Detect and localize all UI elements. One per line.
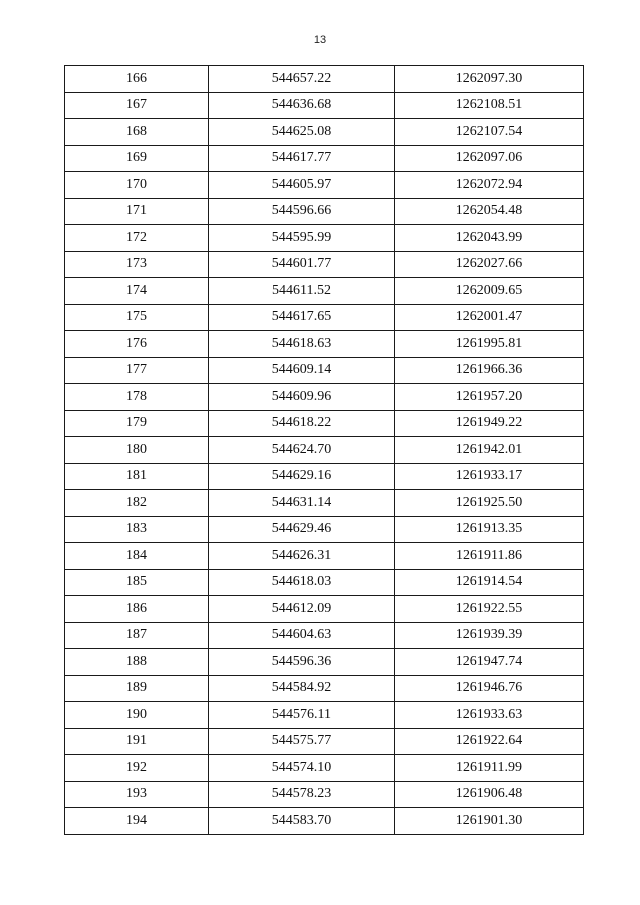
x-coordinate-cell: 544626.31: [209, 543, 395, 570]
point-number-cell: 180: [65, 437, 209, 464]
table-row: [65, 384, 584, 411]
x-coordinate-cell: 544584.92: [209, 675, 395, 702]
point-number-cell: 194: [65, 808, 209, 835]
page-number: 13: [313, 34, 327, 46]
x-coordinate-cell: 544612.09: [209, 596, 395, 623]
y-coordinate-cell: 1261922.55: [395, 596, 584, 623]
table-row: [65, 596, 584, 623]
table-row: [65, 543, 584, 570]
x-coordinate-cell: 544605.97: [209, 172, 395, 199]
table-row: [65, 92, 584, 119]
point-number-cell: 166: [65, 66, 209, 93]
y-coordinate-cell: 1262107.54: [395, 119, 584, 146]
y-coordinate-cell: 1262108.51: [395, 92, 584, 119]
y-coordinate-cell: 1262009.65: [395, 278, 584, 305]
point-number-cell: 186: [65, 596, 209, 623]
table-row: [65, 304, 584, 331]
y-coordinate-cell: 1262072.94: [395, 172, 584, 199]
point-number-cell: 184: [65, 543, 209, 570]
point-number-cell: 169: [65, 145, 209, 172]
point-number-cell: 177: [65, 357, 209, 384]
x-coordinate-cell: 544624.70: [209, 437, 395, 464]
point-number-cell: 189: [65, 675, 209, 702]
x-coordinate-cell: 544629.16: [209, 463, 395, 490]
point-number-cell: 187: [65, 622, 209, 649]
table-row: [65, 781, 584, 808]
x-coordinate-cell: 544575.77: [209, 728, 395, 755]
point-number-cell: 188: [65, 649, 209, 676]
y-coordinate-cell: 1261942.01: [395, 437, 584, 464]
y-coordinate-cell: 1261947.74: [395, 649, 584, 676]
table-row: [65, 66, 584, 93]
x-coordinate-cell: 544604.63: [209, 622, 395, 649]
table-row: [65, 145, 584, 172]
y-coordinate-cell: 1261913.35: [395, 516, 584, 543]
x-coordinate-cell: 544631.14: [209, 490, 395, 517]
y-coordinate-cell: 1261933.17: [395, 463, 584, 490]
table-row: [65, 463, 584, 490]
coordinates-table: [64, 65, 584, 835]
table-row: [65, 702, 584, 729]
table-row: [65, 808, 584, 835]
x-coordinate-cell: 544609.96: [209, 384, 395, 411]
x-coordinate-cell: 544618.63: [209, 331, 395, 358]
x-coordinate-cell: 544583.70: [209, 808, 395, 835]
y-coordinate-cell: 1262054.48: [395, 198, 584, 225]
point-number-cell: 170: [65, 172, 209, 199]
y-coordinate-cell: 1262001.47: [395, 304, 584, 331]
table-row: [65, 569, 584, 596]
point-number-cell: 176: [65, 331, 209, 358]
x-coordinate-cell: 544629.46: [209, 516, 395, 543]
point-number-cell: 168: [65, 119, 209, 146]
y-coordinate-cell: 1261914.54: [395, 569, 584, 596]
point-number-cell: 182: [65, 490, 209, 517]
table-row: [65, 649, 584, 676]
y-coordinate-cell: 1262097.06: [395, 145, 584, 172]
y-coordinate-cell: 1262027.66: [395, 251, 584, 278]
point-number-cell: 181: [65, 463, 209, 490]
coordinates-table-body: [65, 66, 584, 835]
x-coordinate-cell: 544611.52: [209, 278, 395, 305]
point-number-cell: 174: [65, 278, 209, 305]
x-coordinate-cell: 544596.66: [209, 198, 395, 225]
table-row: [65, 251, 584, 278]
y-coordinate-cell: 1262097.30: [395, 66, 584, 93]
y-coordinate-cell: 1261922.64: [395, 728, 584, 755]
table-row: [65, 172, 584, 199]
y-coordinate-cell: 1261911.99: [395, 755, 584, 782]
y-coordinate-cell: 1261966.36: [395, 357, 584, 384]
y-coordinate-cell: 1261957.20: [395, 384, 584, 411]
table-row: [65, 728, 584, 755]
table-row: [65, 437, 584, 464]
point-number-cell: 192: [65, 755, 209, 782]
x-coordinate-cell: 544578.23: [209, 781, 395, 808]
x-coordinate-cell: 544601.77: [209, 251, 395, 278]
point-number-cell: 178: [65, 384, 209, 411]
x-coordinate-cell: 544595.99: [209, 225, 395, 252]
table-row: [65, 225, 584, 252]
x-coordinate-cell: 544618.03: [209, 569, 395, 596]
y-coordinate-cell: 1262043.99: [395, 225, 584, 252]
point-number-cell: 173: [65, 251, 209, 278]
x-coordinate-cell: 544618.22: [209, 410, 395, 437]
table-row: [65, 357, 584, 384]
x-coordinate-cell: 544657.22: [209, 66, 395, 93]
x-coordinate-cell: 544617.77: [209, 145, 395, 172]
table-row: [65, 516, 584, 543]
table-row: [65, 490, 584, 517]
y-coordinate-cell: 1261939.39: [395, 622, 584, 649]
point-number-cell: 172: [65, 225, 209, 252]
table-row: [65, 198, 584, 225]
x-coordinate-cell: 544617.65: [209, 304, 395, 331]
table-row: [65, 410, 584, 437]
point-number-cell: 171: [65, 198, 209, 225]
point-number-cell: 185: [65, 569, 209, 596]
y-coordinate-cell: 1261946.76: [395, 675, 584, 702]
table-row: [65, 622, 584, 649]
table-row: [65, 278, 584, 305]
x-coordinate-cell: 544636.68: [209, 92, 395, 119]
point-number-cell: 175: [65, 304, 209, 331]
x-coordinate-cell: 544576.11: [209, 702, 395, 729]
point-number-cell: 183: [65, 516, 209, 543]
table-row: [65, 331, 584, 358]
x-coordinate-cell: 544609.14: [209, 357, 395, 384]
y-coordinate-cell: 1261995.81: [395, 331, 584, 358]
point-number-cell: 190: [65, 702, 209, 729]
table-row: [65, 755, 584, 782]
x-coordinate-cell: 544574.10: [209, 755, 395, 782]
point-number-cell: 167: [65, 92, 209, 119]
point-number-cell: 193: [65, 781, 209, 808]
table-row: [65, 675, 584, 702]
x-coordinate-cell: 544596.36: [209, 649, 395, 676]
table-row: [65, 119, 584, 146]
y-coordinate-cell: 1261933.63: [395, 702, 584, 729]
y-coordinate-cell: 1261906.48: [395, 781, 584, 808]
y-coordinate-cell: 1261901.30: [395, 808, 584, 835]
point-number-cell: 179: [65, 410, 209, 437]
y-coordinate-cell: 1261911.86: [395, 543, 584, 570]
y-coordinate-cell: 1261925.50: [395, 490, 584, 517]
y-coordinate-cell: 1261949.22: [395, 410, 584, 437]
point-number-cell: 191: [65, 728, 209, 755]
x-coordinate-cell: 544625.08: [209, 119, 395, 146]
